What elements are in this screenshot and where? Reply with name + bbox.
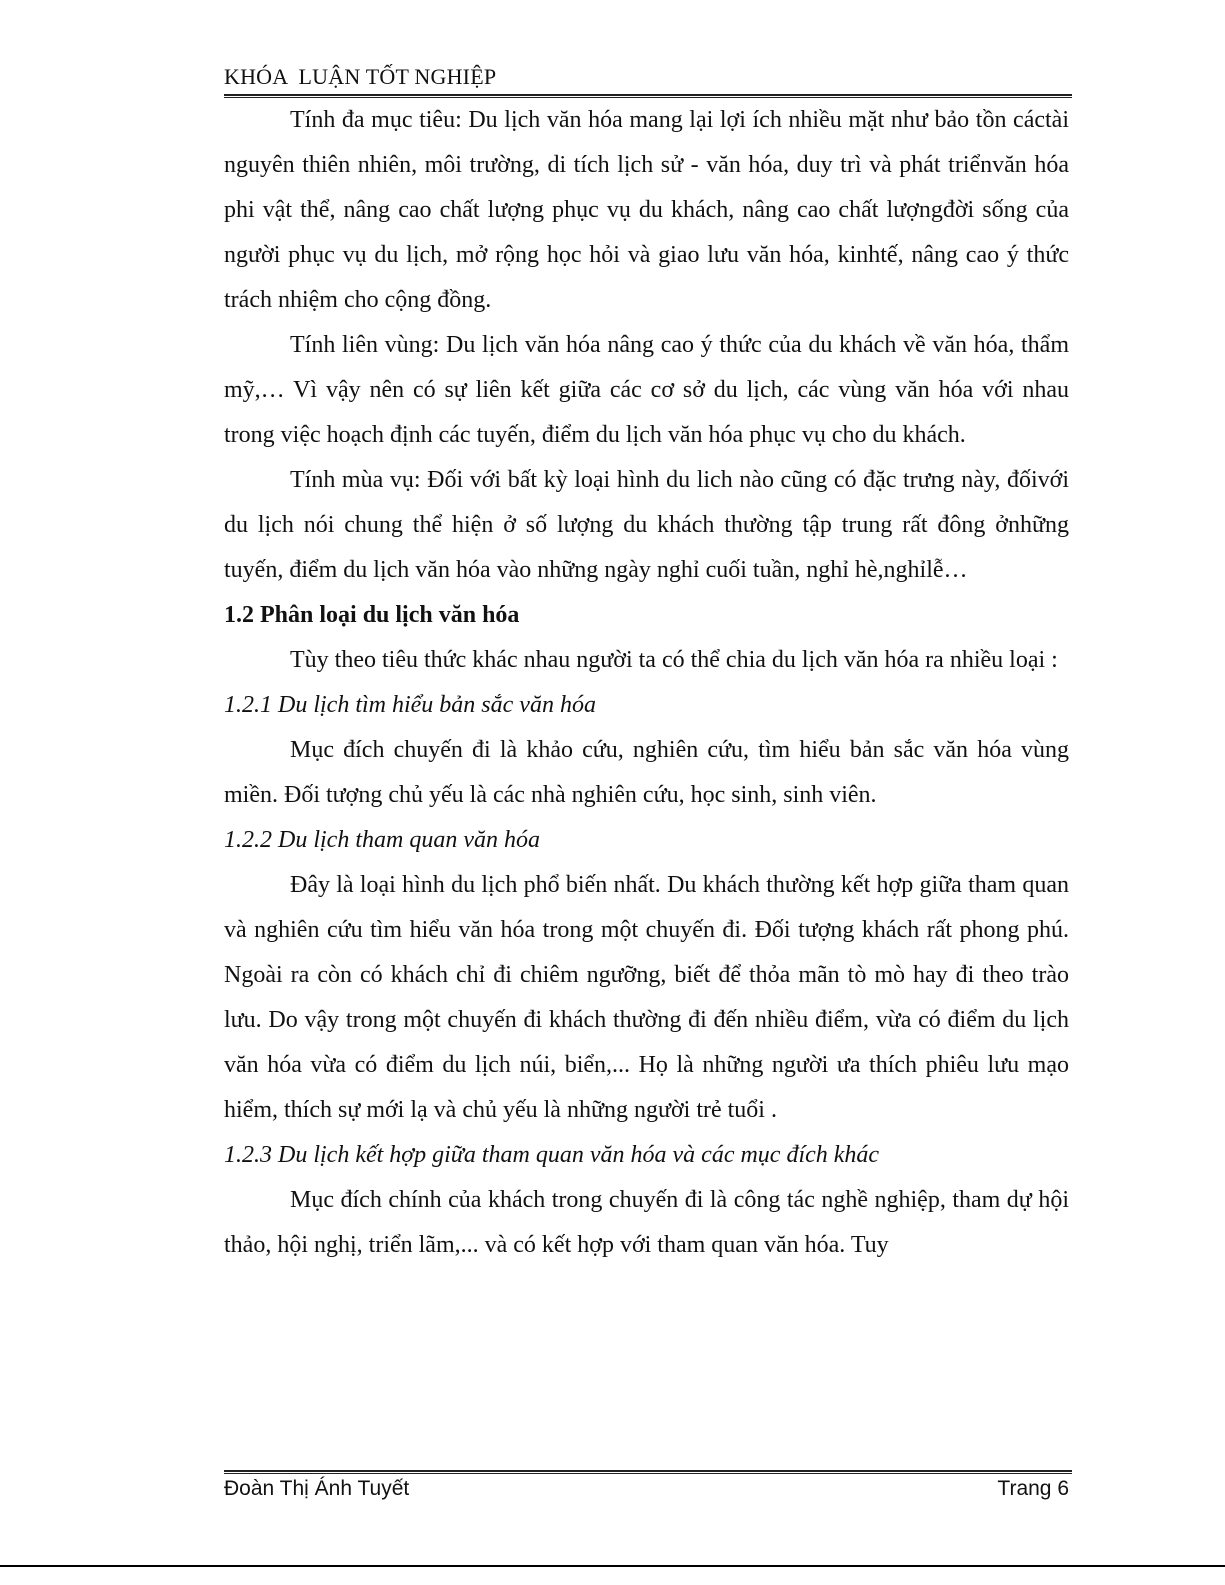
paragraph-combined-purpose: Mục đích chính của khách trong chuyến đi là công tác nghề nghiệp, tham dự hội thảo, hội nghị, triển lãm,... và có kết hợp với tham quan văn hóa. Tuy bbox=[224, 1187, 1069, 1258]
paragraph-cultural-sightseeing: Đây là loại hình du lịch phổ biến nhất. Du khách thường kết hợp giữa tham quan và nghiên cứu tìm hiểu văn hóa trong một chuyến đi. Đối tượng khách rất phong phú. Ngoài ra còn có khách chỉ đi chiêm ngưỡng, biết để thỏa mãn tò mò hay đi theo trào lưu. Do vậy trong một chuyến đi khách thường đi đến nhiều điểm, vừa có điểm du lịch văn hóa vừa có điểm du lịch núi, biển,... Họ là những người ưa thích phiêu lưu mạo hiểm, thích sự mới lạ và chủ yếu là những người trẻ tuổi . bbox=[224, 872, 1069, 1123]
header-title: KHÓA LUẬN TỐT NGHIỆP bbox=[224, 64, 497, 89]
page-header bbox=[224, 62, 1072, 92]
page-bottom-border bbox=[0, 1565, 1225, 1567]
subsection-heading-1-2-2: 1.2.2 Du lịch tham quan văn hóa bbox=[224, 827, 540, 853]
paragraph-classification-intro: Tùy theo tiêu thức khác nhau người ta có thể chia du lịch văn hóa ra nhiều loại : bbox=[290, 647, 1058, 673]
page-footer bbox=[224, 1474, 1069, 1504]
paragraph-multi-purpose: Tính đa mục tiêu: Du lịch văn hóa mang lại lợi ích nhiều mặt như bảo tồn cáctài nguyên thiên nhiên, môi trường, di tích lịch sử - văn hóa, duy trì và phát triểnvăn hóa phi vật thể, nâng cao chất lượng phục vụ du khách, nâng cao chất lượngđời sống của người phục vụ du lịch, mở rộng học hỏi và giao lưu văn hóa, kinhtế, nâng cao ý thức trách nhiệm cho cộng đồng. bbox=[224, 107, 1069, 313]
subsection-heading-1-2-1: 1.2.1 Du lịch tìm hiểu bản sắc văn hóa bbox=[224, 692, 596, 718]
footer-author: Đoàn Thị Ánh Tuyết bbox=[224, 1477, 410, 1500]
paragraph-seasonal: Tính mùa vụ: Đối với bất kỳ loại hình du lich nào cũng có đặc trưng này, đốivới du lịch nói chung thể hiện ở số lượng du khách thường tập trung rất đông ởnhững tuyến, điểm du lịch văn hóa vào những ngày nghỉ cuối tuần, nghỉ hè,nghỉlễ… bbox=[224, 467, 1069, 583]
section-heading-1-2: 1.2 Phân loại du lịch văn hóa bbox=[224, 602, 520, 628]
body-text bbox=[224, 98, 1069, 1268]
paragraph-cultural-identity: Mục đích chuyến đi là khảo cứu, nghiên cứu, tìm hiểu bản sắc văn hóa vùng miền. Đối tượng chủ yếu là các nhà nghiên cứu, học sinh, sinh viên. bbox=[224, 737, 1069, 808]
paragraph-inter-regional: Tính liên vùng: Du lịch văn hóa nâng cao ý thức của du khách về văn hóa, thẩm mỹ,… Vì vậy nên có sự liên kết giữa các cơ sở du lịch, các vùng văn hóa với nhau trong việc hoạch định các tuyến, điểm du lịch văn hóa phục vụ cho du khách. bbox=[224, 332, 1069, 448]
subsection-heading-1-2-3: 1.2.3 Du lịch kết hợp giữa tham quan văn hóa và các mục đích khác bbox=[224, 1142, 880, 1168]
footer-page-number: Trang 6 bbox=[997, 1477, 1069, 1500]
